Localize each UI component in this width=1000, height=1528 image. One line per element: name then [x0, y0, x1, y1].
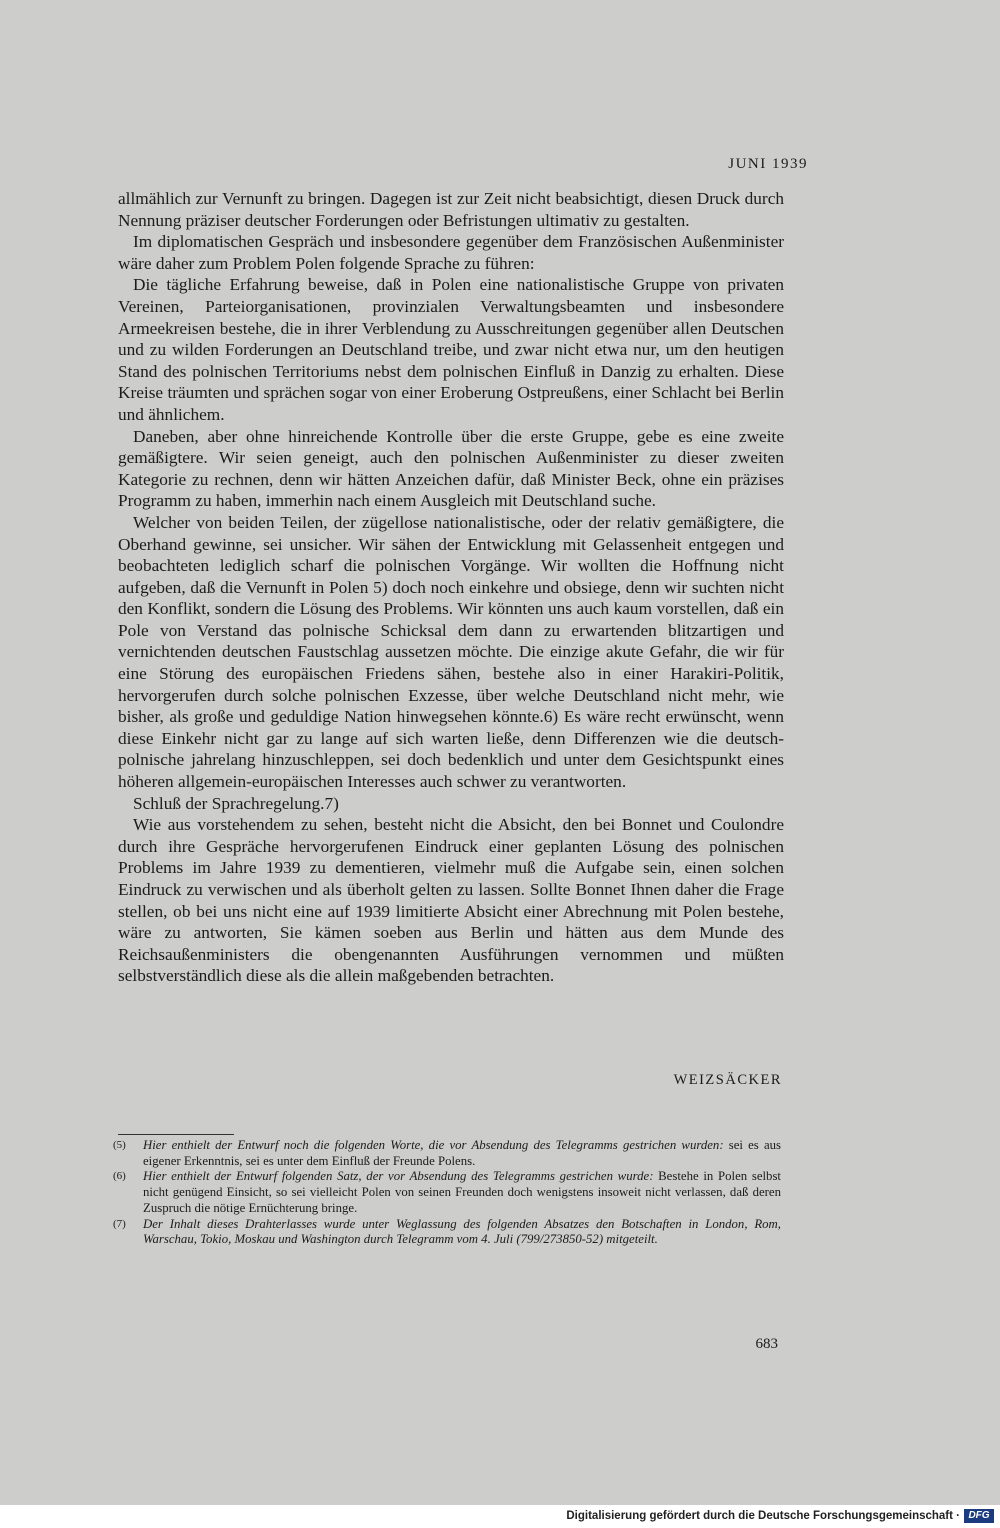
footnote-text: [143, 1138, 781, 1169]
body-text: [118, 188, 784, 987]
footnote: [113, 1217, 781, 1248]
paragraph: Die tägliche Erfahrung beweise, daß in Polen eine nationalistische Gruppe von privaten Vereinen, Parteiorganisationen, provinzialen Verwaltungsbeamten und insbesondere Armeekreisen bestehe, die in ihrer Verblendung zu Ausschreitungen gegenüber allen Deutschen und zu wilden Forderungen an Deutschland treibe, und zwar nicht etwa nur, um den heutigen Stand des polnischen Territoriums nebst dem polnischen Einfluß in Danzig zu erhalten. Diese Kreise träumten und sprächen sogar von einer Eroberung Ostpreußens, einer Schlacht bei Berlin und ähnlichem.: [118, 275, 784, 424]
page-number: 683: [755, 1336, 778, 1352]
footnotes: [113, 1138, 781, 1248]
dfg-logo-icon: DFG: [964, 1509, 994, 1523]
footnote: [113, 1138, 781, 1169]
footnote-roman: sei es aus eigener Erkenntnis, sei es unter dem Einfluß der Freunde Polens.: [143, 1138, 782, 1168]
footnote-number: (6): [113, 1170, 126, 1183]
signature: WEIZSÄCKER: [673, 1072, 782, 1088]
footnote-text: [143, 1169, 781, 1216]
footnote-roman: Bestehe in Polen selbst nicht genügend Einsicht, so sei vielleicht Polen von seinen Freunden doch wenigstens insoweit nicht verlassen, daß deren Zuspruch die nötige Ernüchterung bringe.: [143, 1169, 781, 1215]
paragraph: Welcher von beiden Teilen, der zügellose nationalistische, oder der relativ gemäßigtere, die Oberhand gewinne, sei unsicher. Wir sähen der Entwicklung mit Gelassenheit entgegen und beobachteten lediglich scharf die polnischen Vorgänge. Wir wollten die Hoffnung nicht aufgeben, daß die Vernunft in Polen 5) doch noch einkehre und obsiege, denn wir suchten nicht den Konflikt, sondern die Lösung des Problems. Wir könnten uns auch kaum vorstellen, daß ein Pole von Verstand das polnische Schicksal dem dann zu erwartenden blitzartigen und vernichtenden deutschen Faustschlag aussetzen möchte. Die einzige akute Gefahr, die wir für eine Störung des europäischen Friedens sähen, bestehe also in einer Harakiri-Politik, hervorgerufen durch solche polnischen Exzesse, über welche Deutschland nicht mehr, wie bisher, als große und geduldige Nation hinwegsehen könnte.6) Es wäre recht erwünscht, wenn diese Einkehr nicht gar zu lange auf sich warten ließe, denn Differenzen wie die deutsch-polnische jahrelang hinzuschleppen, sei doch bedenklich und unter dem Gesichtspunkt eines höheren allgemein-europäischen Interesses auch schwer zu verantworten.: [118, 512, 784, 792]
banner-text: Digitalisierung gefördert durch die Deutsche Forschungsgemeinschaft ·: [566, 1510, 960, 1522]
footnote: [113, 1169, 781, 1216]
paragraph: Daneben, aber ohne hinreichende Kontrolle über die erste Gruppe, gebe es eine zweite gemäßigtere. Wir seien geneigt, auch den polnischen Außenminister zu dieser zweiten Kategorie zu rechnen, denn wir hätten Anzeichen dafür, daß Minister Beck, ohne ein präzises Programm zu haben, immerhin nach einem Ausgleich mit Deutschland suche.: [118, 426, 784, 511]
footnote-italic: Der Inhalt dieses Drahterlasses wurde unter Weglassung des folgenden Absatzes den Botschaften in London, Rom, Warschau, Tokio, Moskau und Washington durch Telegramm vom 4. Juli (799/273850-52) mitgeteilt.: [143, 1216, 781, 1247]
footnote-italic: Hier enthielt der Entwurf noch die folgenden Worte, die vor Absendung des Telegramms gestrichen wurden:: [143, 1138, 724, 1152]
paragraph: allmählich zur Vernunft zu bringen. Dagegen ist zur Zeit nicht beabsichtigt, diesen Druck durch Nennung präziser deutscher Forderungen oder Befristungen ultimativ zu gestalten.: [118, 189, 784, 230]
footnote-divider: [118, 1134, 234, 1135]
running-header: JUNI 1939: [728, 156, 808, 172]
funding-banner: [0, 1505, 1000, 1528]
footnote-text: [143, 1217, 781, 1248]
paragraph: Wie aus vorstehendem zu sehen, besteht nicht die Absicht, den bei Bonnet und Coulondre durch ihre Gespräche hervorgerufenen Eindruck einer geplanten Lösung des polnischen Problems im Jahre 1939 zu dementieren, vielmehr muß die Aufgabe sein, einen solchen Eindruck zu verwischen und als überholt gelten zu lassen. Sollte Bonnet Ihnen daher die Frage stellen, ob bei uns nicht eine auf 1939 limitierte Absicht einer Abrechnung mit Polen bestehe, wäre zu antworten, Sie kämen soeben aus Berlin und hätten aus dem Munde des Reichsaußenministers die obengenannten Ausführungen vernommen und müßten selbstverständlich diese als die allein maßgebenden betrachten.: [118, 815, 784, 986]
footnote-number: (5): [113, 1139, 126, 1151]
footnote-italic: Hier enthielt der Entwurf folgenden Satz, der vor Absendung des Telegramms gestrichen wurde:: [143, 1169, 654, 1184]
paragraph: Schluß der Sprachregelung.7): [133, 793, 339, 813]
footnote-number: (7): [113, 1217, 126, 1230]
paragraph: Im diplomatischen Gespräch und insbesondere gegenüber dem Französischen Außenminister wäre daher zum Problem Polen folgende Sprache zu führen:: [118, 232, 784, 273]
